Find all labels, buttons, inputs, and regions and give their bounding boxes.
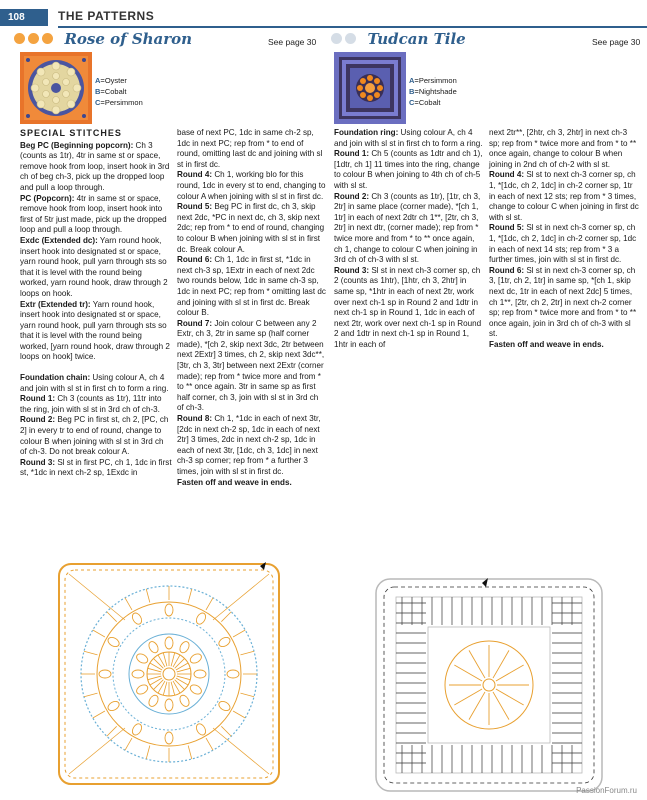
instruction-paragraph xyxy=(177,170,327,202)
instruction-paragraph xyxy=(177,478,327,489)
section-title: THE PATTERNS xyxy=(58,9,155,23)
col1-paragraphs xyxy=(20,141,172,479)
instruction-label: Round 5: xyxy=(489,223,525,233)
chart-stitch-mark xyxy=(454,665,482,681)
rating-dot-icon xyxy=(331,33,342,44)
legend-item: C=Cobalt xyxy=(409,98,441,107)
instruction-text: Beg PC in first dc, ch 3, skip next 2dc, *PC in next dc, ch 3, skip next 2dc; rep from * to end of round, changing to colour B when joining with sl st in first dc. Break colour A. xyxy=(177,202,325,254)
instruction-label: Extr (Extended tr): xyxy=(20,299,91,309)
chart-popcorn-mark xyxy=(165,732,173,744)
chart-stitch-mark xyxy=(221,612,231,622)
left-see-page: See page 30 xyxy=(268,37,317,47)
instruction-paragraph xyxy=(489,266,639,340)
instruction-label: Exdc (Extended dc): xyxy=(20,235,98,245)
left-pattern-heading xyxy=(14,30,192,50)
chart-stitch-mark xyxy=(454,689,482,705)
rating-dot-icon xyxy=(28,33,39,44)
rating-dot-icon xyxy=(42,33,53,44)
chart-stitch-mark xyxy=(206,738,213,750)
instruction-text: 4tr in same st or space, remove hook from loop, insert hook into first of 5tr just made, pick up the dropped loop and pull a loop through. xyxy=(20,193,167,235)
chart-popcorn-mark xyxy=(189,652,203,665)
watermark: PassionForum.ru xyxy=(576,786,637,795)
chart-stitch-mark xyxy=(496,665,524,681)
instruction-paragraph xyxy=(177,202,327,255)
chart-stitch-mark xyxy=(150,663,162,670)
chart-stitch-mark xyxy=(240,693,254,697)
legend-item: C=Persimmon xyxy=(95,98,143,107)
instruction-label: Round 4: xyxy=(489,170,525,180)
right-pattern-heading xyxy=(331,30,466,50)
instruction-paragraph xyxy=(20,194,172,236)
chart-popcorn-mark xyxy=(189,683,203,696)
rating-dots xyxy=(331,30,359,48)
instruction-label: Foundation ring: xyxy=(334,128,399,137)
instruction-paragraph xyxy=(489,170,639,223)
instruction-label: Round 1: xyxy=(20,394,56,404)
chart-stitch-mark xyxy=(146,589,150,603)
chart-popcorn-mark xyxy=(195,722,208,736)
instruction-label: Beg PC (Beginning popcorn): xyxy=(20,140,134,150)
instruction-label: Round 1: xyxy=(334,149,370,159)
chart-popcorn-mark xyxy=(165,604,173,616)
chart-popcorn-mark xyxy=(194,670,206,678)
instruction-label: PC (Popcorn): xyxy=(20,193,75,203)
instruction-text: base of next PC, 1dc in same ch-2 sp, 1dc in next PC; rep from * to end of round, omitting last dc and joining with sl st in first dc. xyxy=(177,128,323,169)
chart-popcorn-mark xyxy=(106,636,120,649)
instruction-paragraph xyxy=(20,394,172,415)
instruction-paragraph xyxy=(334,192,484,266)
instruction-paragraph xyxy=(20,236,172,300)
chart-popcorn-mark xyxy=(99,670,111,678)
instruction-text: Sl st to next ch-3 corner sp, ch 1, *[1dc, ch 2, 1dc] in ch-2 corner sp, 1tr in each of next 12 sts; rep from * 3 times, change to colour C when joining in first dc with sl st. xyxy=(489,170,639,222)
chart-stitch-mark xyxy=(84,693,98,697)
instruction-paragraph xyxy=(177,319,327,414)
chart-stitch-mark xyxy=(107,726,117,736)
chart-popcorn-mark xyxy=(217,700,231,713)
instruction-text: Ch 1, *1dc in each of next 3tr, [2dc in next ch-2 sp, 1dc in each of next 2tr] 3 times, 2dc in next ch-2 sp, 1dc in each of next 3tr, [1dc, ch 3, 1dc] in next ch-3 sp corner; rep from * a further 3 times, join with sl st in first dc. xyxy=(177,414,321,476)
rose-of-sharon-chart-diagram xyxy=(55,560,283,788)
chart-stitch-mark xyxy=(146,745,150,759)
instruction-text: Sl st in next ch-3 corner sp, ch 2 (counts as 1htr), [1htr, ch 3, 2htr] in same sp, *1htr in each of next 2tr, work over next ch-1 sp in Round 2 and 1dtr in next ch-1 sp in Round 1, 1dc in each of next 2tr, work over next ch-1 sp in Round 2 and 1dtr in next ch-1 sp in Round 1, 1htr in each of xyxy=(334,265,482,349)
instruction-text: Ch 1, 1dc in first st, *1dc in next ch-3 sp, 1Extr in each of next 2dc two rounds below, 1dc in same ch-3 sp, 1dc in next PC; rep from * omitting last dc and joining with sl st in first dc. Break colour B. xyxy=(177,255,326,318)
chart-stitch-mark xyxy=(233,711,245,718)
legend-item: B=Nightshade xyxy=(409,87,457,96)
chart-popcorn-mark xyxy=(106,700,120,713)
chart-stitch-mark xyxy=(188,745,192,759)
instruction-label: Fasten off and weave in ends. xyxy=(489,339,604,349)
chart-stitch-mark xyxy=(93,630,105,637)
chart-stitch-mark xyxy=(496,689,524,705)
chart-stitch-mark xyxy=(93,711,105,718)
instruction-text: Join colour C between any 2 Extr, ch 3, 2tr in same sp (half corner made), *[ch 2, skip next 3dc, 2tr between next 2Extr] 3 times, ch 2, skip next 3dc**, [3tr, ch 3, 3tr] between next 2Extr (corner made); rep from * twice more and from * to ** once again. 3tr in same sp as first half corner, ch 3, join with sl st in 3rd ch of ch-3. xyxy=(177,318,325,413)
instruction-paragraph xyxy=(177,414,327,478)
legend-item: A=Oyster xyxy=(95,76,127,85)
chart-stitch-mark xyxy=(233,630,245,637)
chart-stitch-mark xyxy=(148,668,162,672)
instruction-text: Sl st in next ch-3 corner sp, ch 3, [1tr, ch 2, 1tr] in same sp, *[ch 1, skip next dc, 1tr in each of next 2dc] 5 times, ch 1**, [2tr, ch 2, 2tr] in next ch-2 corner sp; rep from * twice more and from * to ** once again, join in 3rd ch of ch-3 with sl st. xyxy=(489,265,637,339)
instruction-text: Sl st in next ch-3 corner sp, ch 1, *[1dc, ch 2, 1dc] in ch-2 corner sp, 1dc in each of next 14 sts; rep from * 3 a further times, join with sl st in first dc. xyxy=(489,223,637,265)
chart-stitch-mark xyxy=(125,738,132,750)
chart-popcorn-mark xyxy=(135,683,149,696)
page-number: 108 xyxy=(0,9,48,26)
rating-dot-icon xyxy=(345,33,356,44)
chart-stitch-mark xyxy=(469,650,485,678)
legend-item: A=Persimmon xyxy=(409,76,457,85)
right-instructions-col3 xyxy=(334,128,484,350)
instruction-label: Round 6: xyxy=(177,255,213,265)
chart-stitch-mark xyxy=(206,598,213,610)
chart-popcorn-mark xyxy=(227,670,239,678)
instruction-paragraph xyxy=(334,149,484,191)
instruction-label: Foundation chain: xyxy=(20,373,91,383)
instruction-paragraph xyxy=(489,223,639,265)
chart-stitch-mark xyxy=(177,668,191,672)
instruction-paragraph xyxy=(489,128,639,170)
chart-stitch-mark xyxy=(84,651,98,655)
rating-dot-icon xyxy=(14,33,25,44)
instruction-paragraph xyxy=(20,141,172,194)
instruction-paragraph xyxy=(20,415,172,457)
header-rule xyxy=(58,26,647,28)
rose-of-sharon-swatch-image xyxy=(20,52,92,124)
chart-popcorn-mark xyxy=(131,722,144,736)
chart-stitch-mark xyxy=(125,598,132,610)
chart-stitch-mark xyxy=(173,655,180,667)
chart-stitch-mark xyxy=(107,612,117,622)
instruction-paragraph xyxy=(489,340,639,351)
chart-stitch-mark xyxy=(153,680,163,690)
chart-stitch-mark xyxy=(148,676,162,680)
instruction-label: Round 2: xyxy=(20,415,56,425)
paragraph-gap xyxy=(20,363,172,373)
chart-stitch-mark xyxy=(158,655,165,667)
chart-stitch-mark xyxy=(153,658,163,668)
instruction-text: Using colour A, ch 4 and join with sl st in first ch to form a ring. xyxy=(20,373,169,393)
instruction-text: Using colour A, ch 4 and join with sl st in first ch to form a ring. xyxy=(334,128,483,148)
right-pattern-title: Tudcan Tile xyxy=(367,30,466,48)
chart-stitch-mark xyxy=(177,676,191,680)
instruction-label: Round 8: xyxy=(177,414,213,424)
chart-stitch-mark xyxy=(469,692,485,720)
chart-stitch-mark xyxy=(175,680,185,690)
instruction-label: Round 5: xyxy=(177,202,213,212)
instruction-label: Round 4: xyxy=(177,170,213,180)
instruction-paragraph xyxy=(177,128,327,170)
col2-paragraphs xyxy=(177,128,327,488)
instruction-label: Round 3: xyxy=(20,457,56,467)
left-color-legend xyxy=(95,75,143,108)
chart-stitch-mark xyxy=(150,678,162,685)
right-color-legend xyxy=(409,75,457,108)
instruction-text: Sl st in first PC, ch 1, 1dc in first st, *1dc in next ch-2 sp, 1Exdc in xyxy=(20,457,172,478)
left-instructions-col2 xyxy=(177,128,327,488)
chart-popcorn-mark xyxy=(147,640,160,654)
instruction-text: Ch 3 (counts as 1tr), [1tr, ch 3, 2tr] in same place (corner made), *[ch 1, 1tr] in each of next 2dtr ch 1**, [2tr, ch 3, 2tr] in next dtr, (corner made); rep from * twice more and from * to ** once again, ch 1, change to colour C when joining in 3rd ch of ch-3 with sl st. xyxy=(334,191,481,265)
chart-stitch-mark xyxy=(163,653,167,667)
instruction-label: Round 6: xyxy=(489,265,525,275)
instruction-text: Ch 3 (counts as 1tr), 4tr in same st or space, remove hook from loop, insert hook in 3rd ch of beg ch-3, pick up the dropped loop and pull a loop through. xyxy=(20,140,170,192)
left-instructions-col1 xyxy=(20,128,172,479)
chart-stitch-mark xyxy=(493,692,509,720)
chart-popcorn-mark xyxy=(135,652,149,665)
instruction-label: Round 7: xyxy=(177,318,213,328)
tudcan-tile-chart-diagram xyxy=(372,575,606,795)
instruction-text: Yarn round hook, insert hook into designated st or space, yarn round hook, pull yarn through sts so that it is level with the round being worked, yarn round hook, draw through 2 loops on hook. xyxy=(20,235,168,298)
chart-stitch-mark xyxy=(175,658,185,668)
chart-stitch-mark xyxy=(171,653,175,667)
chart-stitch-mark xyxy=(221,726,231,736)
special-stitches-heading: SPECIAL STITCHES xyxy=(20,128,122,138)
chart-popcorn-mark xyxy=(217,636,231,649)
instruction-text: Yarn round hook, insert hook into designated st or space, yarn round hook, pull yarn through sts so that it is level with the round being worked, [yarn round hook, draw through 2 loops on hook] twice. xyxy=(20,299,170,362)
chart-popcorn-mark xyxy=(178,640,191,654)
right-see-page: See page 30 xyxy=(592,37,641,47)
instruction-label: Round 3: xyxy=(334,265,370,275)
instruction-text: Ch 3 (counts as 1tr), 11tr into the ring, join with sl st in 3rd ch of ch-3. xyxy=(20,394,162,414)
instruction-text: Ch 1, working blo for this round, 1dc in every st to end, changing to colour A when joining with sl st in first dc. xyxy=(177,170,326,201)
chart-popcorn-mark xyxy=(195,611,208,625)
chart-stitch-mark xyxy=(171,682,175,696)
chart-stitch-mark xyxy=(158,681,165,693)
chart-stitch-mark xyxy=(176,663,188,670)
chart-stitch-mark xyxy=(493,650,509,678)
instruction-text: next 2tr**, [2htr, ch 3, 2htr] in next ch-3 sp; rep from * twice more and from * to ** once again, change to colour B when joining in 2nd ch of ch-2 with sl st. xyxy=(489,128,637,169)
chart-popcorn-mark xyxy=(178,694,191,708)
page-header xyxy=(0,0,647,24)
instruction-paragraph xyxy=(334,128,484,149)
chart-stitch-mark xyxy=(163,682,167,696)
right-instructions-col4 xyxy=(489,128,639,350)
instruction-text: Ch 5 (counts as 1dtr and ch 1), [1dtr, ch 1] 11 times into the ring, change to colour B when joining to 4th ch of ch-5 with sl st. xyxy=(334,149,483,190)
chart-popcorn-mark xyxy=(131,611,144,625)
left-pattern-title: Rose of Sharon xyxy=(64,30,193,48)
chart-stitch-mark xyxy=(240,651,254,655)
chart-popcorn-mark xyxy=(132,670,144,678)
col4-paragraphs xyxy=(489,128,639,350)
instruction-paragraph xyxy=(177,255,327,319)
chart-stitch-mark xyxy=(188,589,192,603)
chart-popcorn-mark xyxy=(147,694,160,708)
instruction-label: Round 2: xyxy=(334,191,370,201)
chart-stitch-mark xyxy=(173,681,180,693)
instruction-paragraph xyxy=(20,373,172,394)
instruction-paragraph xyxy=(20,300,172,364)
rating-dots xyxy=(14,30,56,48)
instruction-text: Beg PC in first st, ch 2, [PC, ch 2] in every tr to end of round, change to colour B when joining with sl st in 3rd ch of ch-3. Do not break colour A. xyxy=(20,415,169,457)
instruction-paragraph xyxy=(334,266,484,351)
chart-stitch-mark xyxy=(176,678,188,685)
col3-paragraphs xyxy=(334,128,484,350)
chart-popcorn-mark xyxy=(165,699,173,711)
tudcan-tile-swatch-image xyxy=(334,52,406,124)
instruction-paragraph xyxy=(20,458,172,479)
instruction-label: Fasten off and weave in ends. xyxy=(177,477,292,487)
chart-popcorn-mark xyxy=(165,637,173,649)
legend-item: B=Cobalt xyxy=(95,87,127,96)
